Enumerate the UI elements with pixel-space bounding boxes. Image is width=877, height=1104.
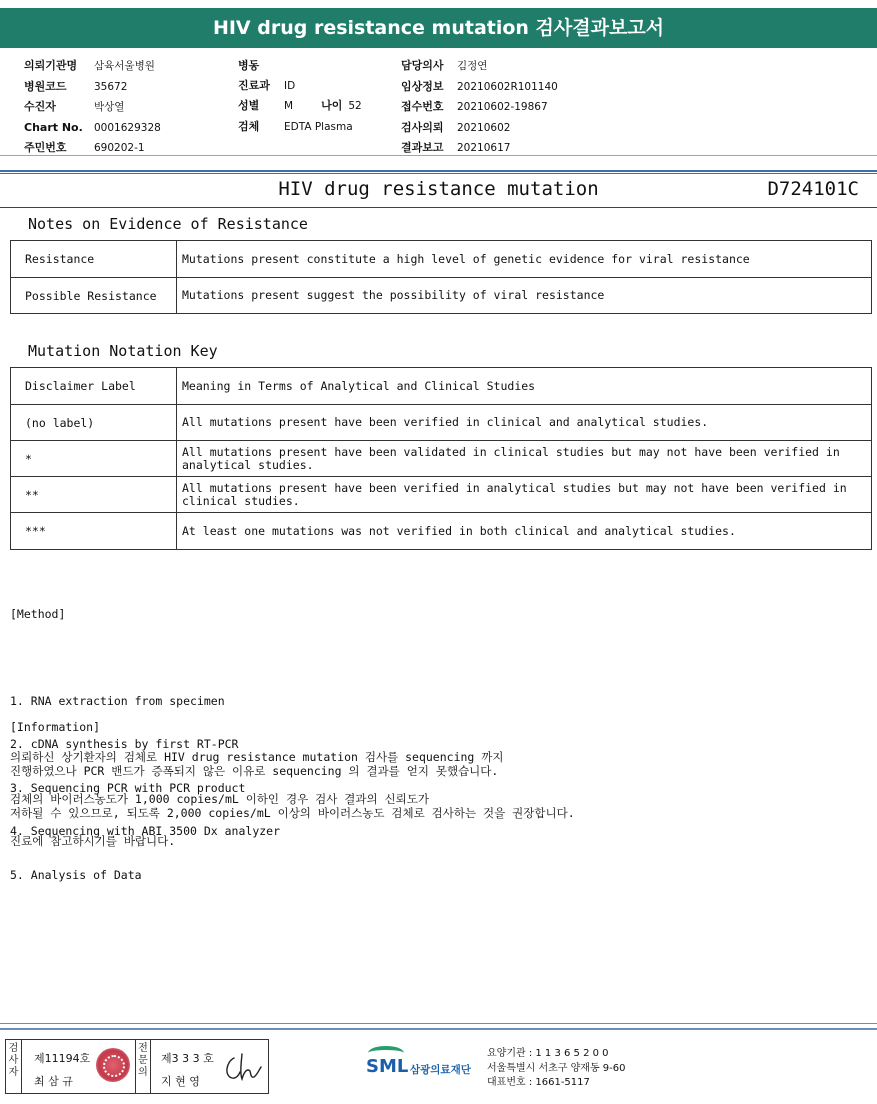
table-row — [11, 477, 872, 513]
report-header-title: HIV drug resistance mutation 검사결과보고서 — [0, 8, 877, 48]
info-row — [24, 118, 161, 139]
info-label: 수진자 — [24, 100, 56, 113]
method-title: [Method] — [10, 607, 66, 621]
info-value: 박상열 — [94, 101, 125, 113]
info-label: 결과보고 — [401, 141, 444, 154]
info-label: 성별 — [238, 99, 260, 112]
divider — [0, 1023, 877, 1024]
info-value: 김정연 — [457, 60, 488, 72]
table-cell-label: * — [11, 441, 177, 477]
evidence-section-title: Notes on Evidence of Resistance — [28, 215, 308, 233]
info-label: 임상정보 — [401, 79, 444, 93]
method-step: 1. RNA extraction from specimen — [10, 693, 225, 708]
reviewer-name: 지 현 영 — [161, 1075, 200, 1088]
info-label: 병동 — [238, 59, 260, 72]
information-text: 진행하였으나 PCR 밴드가 증폭되지 않은 이유로 sequencing 의 결과를 얻지 못했습니다. — [10, 764, 499, 778]
info-label: 담당의사 — [401, 59, 444, 72]
table-row — [11, 441, 872, 477]
info-row — [24, 97, 161, 118]
report-title: HIV drug resistance mutation — [278, 178, 599, 200]
seal-stamp-icon — [96, 1048, 130, 1082]
patient-info-column-2 — [238, 56, 362, 137]
method-step: 3. Sequencing PCR with PCR product — [10, 780, 246, 795]
method-step: 5. Analysis of Data — [10, 867, 142, 882]
info-value: 20210602 — [457, 121, 511, 134]
info-value: 0001629328 — [94, 121, 161, 134]
table-cell-text: At least one mutations was not verified in both clinical and analytical studies. — [177, 513, 872, 550]
notation-section-title: Mutation Notation Key — [28, 342, 218, 360]
institution-address: 서울특별시 서초구 양재동 9-60 — [487, 1062, 626, 1074]
info-value: 20210602R101140 — [457, 80, 558, 93]
signature-icon — [220, 1048, 266, 1086]
age-value: 52 — [348, 100, 362, 112]
info-label: 접수번호 — [401, 100, 444, 113]
table-cell-text: Meaning in Terms of Analytical and Clinical Studies — [177, 368, 872, 405]
table-cell-label: Possible Resistance — [11, 278, 177, 314]
table-cell-label: (no label) — [11, 405, 177, 441]
info-label: 주민번호 — [24, 141, 67, 154]
method-step: 2. cDNA synthesis by first RT-PCR — [10, 737, 239, 751]
patient-info-column-3 — [401, 56, 558, 159]
logo-text: SML — [366, 1056, 409, 1077]
institution-phone: 대표번호 : 1661-5117 — [487, 1077, 590, 1088]
table-row — [11, 513, 872, 550]
information-section — [10, 720, 575, 848]
info-row — [24, 56, 161, 77]
divider — [0, 1028, 877, 1030]
info-value: 삼육서울병원 — [94, 60, 155, 72]
info-row — [401, 77, 558, 98]
info-label: 검사의뢰 — [401, 120, 444, 134]
table-cell-text: All mutations present have been verified in analytical studies but may not have been verified in clinical studies. — [177, 477, 872, 513]
table-cell-label: ** — [11, 477, 177, 513]
table-row — [11, 405, 872, 441]
method-step: 4. Sequencing with ABI 3500 Dx analyzer — [10, 824, 281, 838]
tester-label: 검 사 자 — [6, 1040, 22, 1093]
table-cell-text: Mutations present constitute a high level of genetic evidence for viral resistance — [177, 241, 872, 278]
signature-box — [5, 1039, 269, 1094]
tester-license: 제11194호 — [34, 1052, 91, 1065]
information-text: 진료에 참고하시기를 바랍니다. — [10, 834, 176, 848]
table-cell-text: All mutations present have been validated in clinical studies but may not have been verified in analytical studies. — [177, 441, 872, 477]
table-cell-label: Disclaimer Label — [11, 368, 177, 405]
divider — [0, 207, 877, 208]
info-row — [24, 77, 161, 98]
info-value: EDTA Plasma — [284, 120, 353, 133]
info-row — [401, 118, 558, 139]
table-row — [11, 278, 872, 314]
divider — [0, 170, 877, 174]
info-label: 검체 — [238, 119, 260, 133]
table-row — [11, 368, 872, 405]
information-title: [Information] — [10, 720, 101, 734]
info-label: 의뢰기관명 — [24, 59, 78, 72]
table-cell-text: Mutations present suggest the possibility of viral resistance — [177, 278, 872, 314]
info-row — [238, 117, 362, 138]
info-row — [238, 56, 362, 76]
info-value: 690202-1 — [94, 142, 145, 154]
table-cell-text: All mutations present have been verified in clinical and analytical studies. — [177, 405, 872, 441]
notation-table — [10, 367, 872, 550]
info-value: 20210617 — [457, 142, 511, 154]
info-row — [401, 97, 558, 118]
table-row — [11, 241, 872, 278]
info-label: 진료과 — [238, 78, 270, 92]
table-cell-label: Resistance — [11, 241, 177, 278]
institution-info — [487, 1047, 626, 1091]
info-value: ID — [284, 79, 296, 92]
org-name: 삼광의료재단 — [410, 1064, 471, 1076]
info-row — [238, 76, 362, 97]
info-row — [401, 56, 558, 77]
info-value: 20210602-19867 — [457, 101, 548, 113]
info-value: M — [284, 100, 294, 112]
patient-info-column-1 — [24, 56, 161, 159]
information-text: 검체의 바이러스농도가 1,000 copies/mL 이하인 경우 검사 결과의 신뢰도가 — [10, 792, 429, 806]
info-value: 35672 — [94, 80, 128, 93]
tester-name: 최 삼 규 — [34, 1075, 73, 1088]
evidence-table — [10, 240, 872, 314]
report-code: D724101C — [767, 178, 859, 200]
reviewer-license: 제3 3 3 호 — [161, 1052, 214, 1065]
divider — [0, 155, 877, 156]
info-row — [238, 96, 362, 117]
info-label: Chart No. — [24, 120, 83, 134]
institution-code: 요양기관 : 1 1 3 6 5 2 0 0 — [487, 1048, 609, 1059]
info-label: 병원코드 — [24, 79, 67, 93]
information-text: 저하될 수 있으므로, 되도록 2,000 copies/mL 이상의 바이러스농도 검체로 검사하는 것을 권장합니다. — [10, 806, 575, 820]
information-text: 의뢰하신 상기환자의 검체로 HIV drug resistance mutation 검사를 sequencing 까지 — [10, 750, 504, 764]
reviewer-label: 전 문 의 — [135, 1040, 151, 1093]
table-cell-label: *** — [11, 513, 177, 550]
age-label: 나이 — [321, 99, 343, 112]
